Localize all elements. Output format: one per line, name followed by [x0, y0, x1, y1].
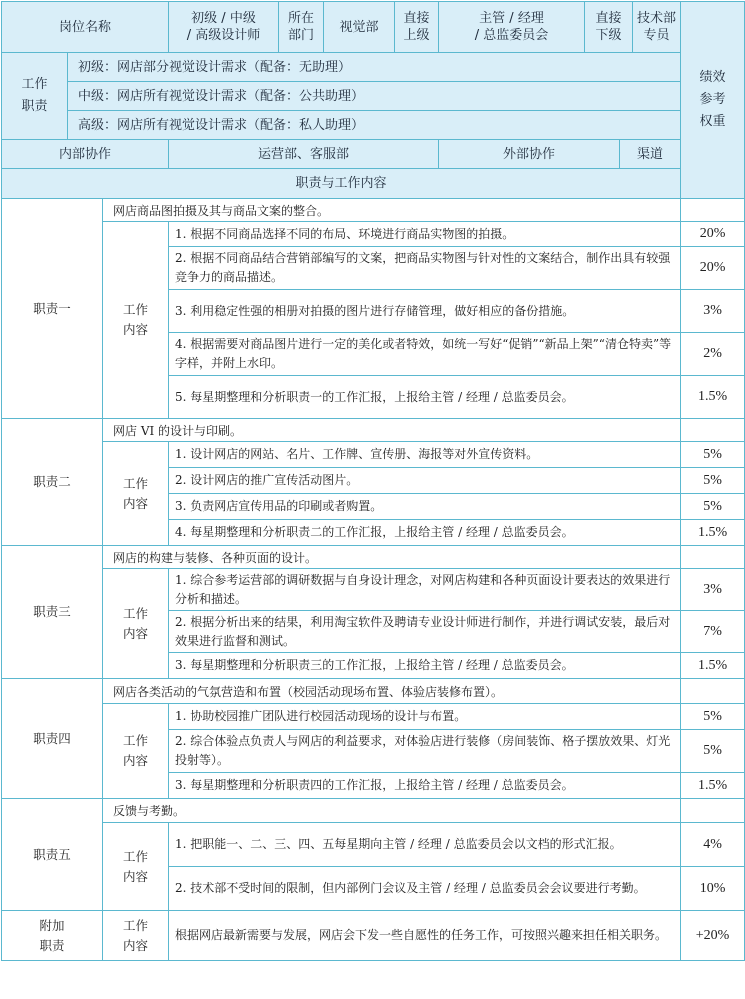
duty-5-item-1: 1. 把职能一、二、三、四、五每星期向主管 / 经理 / 总监委员会以文档的形式汇报。 — [169, 823, 681, 867]
additional-duty-text: 根据网店最新需要与发展，网店会下发一些自愿性的任务工作，可按照兴趣来担任相关职务。 — [169, 911, 681, 961]
performance-weight-label: 绩效 参考 权重 — [681, 2, 745, 199]
duty-2-item-3-weight: 5% — [681, 494, 745, 520]
duty-2-summary-weight — [681, 419, 745, 442]
duty-4-item-2: 2. 综合体验点负责人与网店的利益要求，对体验店进行装修（房间装饰、格子摆放效果、灯光投射等）。 — [169, 730, 681, 773]
work-duties-label: 工作 职责 — [2, 53, 68, 140]
duty-4-item-3-weight: 1.5% — [681, 773, 745, 799]
duty-1-name: 职责一 — [2, 199, 103, 419]
duty-2-item-1: 1. 设计网店的网站、名片、工作牌、宣传册、海报等对外宣传资料。 — [169, 442, 681, 468]
duty-1-item-4-weight: 2% — [681, 333, 745, 376]
job-description-table — [1, 1, 745, 961]
external-collab-value: 渠道 — [620, 140, 681, 169]
duty-3-item-1: 1. 综合参考运营部的调研数据与自身设计理念，对网店构建和各种页面设计要表达的效果进行分析和描述。 — [169, 569, 681, 611]
duty-2-work-label: 工作 内容 — [103, 442, 169, 546]
duty-3-item-2-weight: 7% — [681, 611, 745, 653]
duty-2-item-4-weight: 1.5% — [681, 520, 745, 546]
duty-1-item-2-weight: 20% — [681, 247, 745, 290]
duty-2-item-4: 4. 每星期整理和分析职责二的工作汇报，上报给主管 / 经理 / 总监委员会。 — [169, 520, 681, 546]
duty-1-item-5: 5. 每星期整理和分析职责一的工作汇报，上报给主管 / 经理 / 总监委员会。 — [169, 376, 681, 419]
duty-3-item-2: 2. 根据分析出来的结果，利用淘宝软件及聘请专业设计师进行制作，并进行调试安装，最后对效果进行监督和测试。 — [169, 611, 681, 653]
duty-3-item-3: 3. 每星期整理和分析职责三的工作汇报，上报给主管 / 经理 / 总监委员会。 — [169, 653, 681, 679]
duty-3-summary-weight — [681, 546, 745, 569]
duty-2-summary: 网店 VI 的设计与印刷。 — [103, 419, 681, 442]
additional-work-label: 工作 内容 — [103, 911, 169, 961]
duty-2-item-1-weight: 5% — [681, 442, 745, 468]
superior-value: 主管 / 经理 / 总监委员会 — [439, 2, 585, 53]
duty-5-summary: 反馈与考勤。 — [103, 799, 681, 823]
subordinate-value: 技术部 专员 — [633, 2, 681, 53]
duty-4-item-1: 1. 协助校园推广团队进行校园活动现场的设计与布置。 — [169, 704, 681, 730]
additional-duty-weight: +20% — [681, 911, 745, 961]
duty-2-item-2-weight: 5% — [681, 468, 745, 494]
level-duty-senior: 高级：网店所有视觉设计需求（配备：私人助理） — [68, 111, 681, 140]
department-label: 所在 部门 — [279, 2, 324, 53]
duty-5-name: 职责五 — [2, 799, 103, 911]
duty-1-item-1-weight: 20% — [681, 222, 745, 247]
department-value: 视觉部 — [324, 2, 395, 53]
internal-collab-value: 运营部、客服部 — [169, 140, 439, 169]
duty-4-work-label: 工作 内容 — [103, 704, 169, 799]
duty-1-summary-weight — [681, 199, 745, 222]
duty-1-work-label: 工作 内容 — [103, 222, 169, 419]
duty-4-summary-weight — [681, 679, 745, 704]
duty-1-item-3-weight: 3% — [681, 290, 745, 333]
duty-5-work-label: 工作 内容 — [103, 823, 169, 911]
duty-5-item-1-weight: 4% — [681, 823, 745, 867]
duty-5-summary-weight — [681, 799, 745, 823]
duty-2-item-3: 3. 负责网店宣传用品的印刷或者购置。 — [169, 494, 681, 520]
duty-1-item-4: 4. 根据需要对商品图片进行一定的美化或者特效，如统一写好“促销”“新品上架”“清仓特卖”等字样，并附上水印。 — [169, 333, 681, 376]
duty-5-item-2-weight: 10% — [681, 867, 745, 911]
duty-4-name: 职责四 — [2, 679, 103, 799]
duty-4-summary: 网店各类活动的气氛营造和布置（校园活动现场布置、体验店装修布置）。 — [103, 679, 681, 704]
external-collab-label: 外部协作 — [439, 140, 620, 169]
duty-1-item-5-weight: 1.5% — [681, 376, 745, 419]
duty-1-item-2: 2. 根据不同商品结合营销部编写的文案，把商品实物图与针对性的文案结合，制作出具有较强竞争力的商品描述。 — [169, 247, 681, 290]
duty-3-item-3-weight: 1.5% — [681, 653, 745, 679]
level-duty-intermediate: 中级：网店所有视觉设计需求（配备：公共助理） — [68, 82, 681, 111]
duty-5-item-2: 2. 技术部不受时间的限制，但内部例门会议及主管 / 经理 / 总监委员会会议要进行考勤。 — [169, 867, 681, 911]
additional-duty-name: 附加 职责 — [2, 911, 103, 961]
position-name-label: 岗位名称 — [2, 2, 169, 53]
internal-collab-label: 内部协作 — [2, 140, 169, 169]
duty-1-item-1: 1. 根据不同商品选择不同的布局、环境进行商品实物图的拍摄。 — [169, 222, 681, 247]
duty-3-summary: 网店的构建与装修、各种页面的设计。 — [103, 546, 681, 569]
section-title: 职责与工作内容 — [2, 169, 681, 199]
duty-2-name: 职责二 — [2, 419, 103, 546]
duty-4-item-1-weight: 5% — [681, 704, 745, 730]
duty-1-item-3: 3. 利用稳定性强的相册对拍摄的图片进行存储管理，做好相应的备份措施。 — [169, 290, 681, 333]
direct-subordinate-label: 直接 下级 — [585, 2, 633, 53]
direct-superior-label: 直接 上级 — [395, 2, 439, 53]
duty-3-item-1-weight: 3% — [681, 569, 745, 611]
duty-4-item-2-weight: 5% — [681, 730, 745, 773]
level-label: 初级 / 中级 / 高级设计师 — [169, 2, 279, 53]
duty-2-item-2: 2. 设计网店的推广宣传活动图片。 — [169, 468, 681, 494]
duty-4-item-3: 3. 每星期整理和分析职责四的工作汇报，上报给主管 / 经理 / 总监委员会。 — [169, 773, 681, 799]
duty-3-name: 职责三 — [2, 546, 103, 679]
level-duty-junior: 初级：网店部分视觉设计需求（配备：无助理） — [68, 53, 681, 82]
duty-1-summary: 网店商品图拍摄及其与商品文案的整合。 — [103, 199, 681, 222]
duty-3-work-label: 工作 内容 — [103, 569, 169, 679]
